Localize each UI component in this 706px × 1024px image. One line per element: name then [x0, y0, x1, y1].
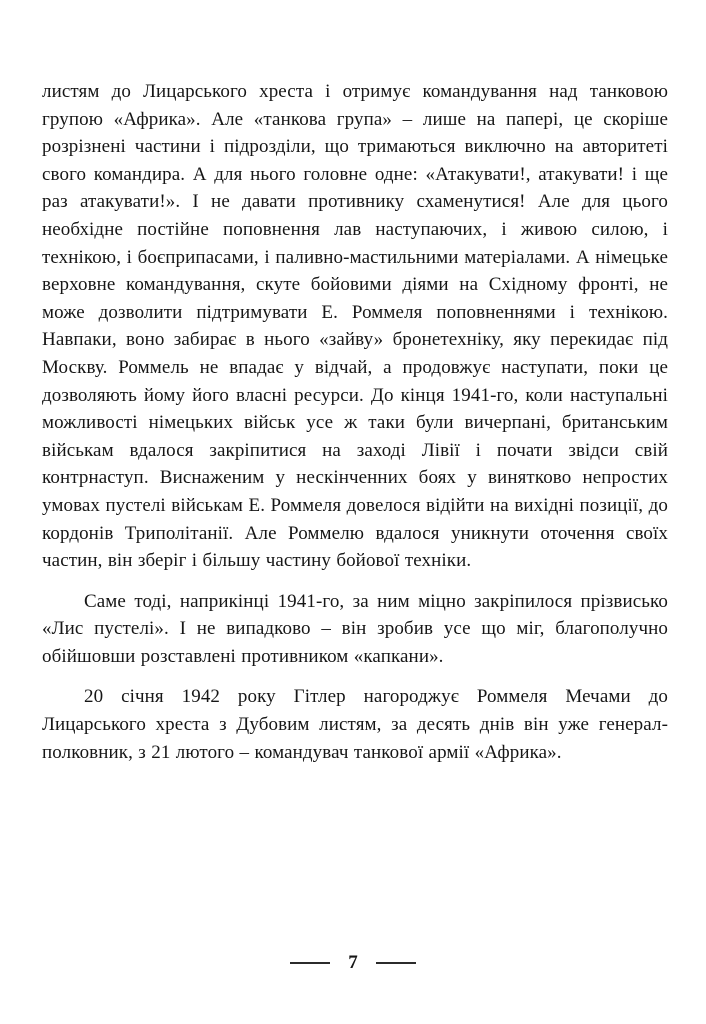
footer-rule-right [376, 962, 416, 964]
page-footer [0, 953, 706, 972]
page-number: 7 [348, 952, 358, 973]
footer-rule-left [290, 962, 330, 964]
paragraph-3: 20 січня 1942 року Гітлер нагороджує Роммеля Мечами до Лицарського хреста з Дубовим листям, за десять днів він уже генерал-полковник, з 21 лютого – командувач танкової армії «Африка». [42, 686, 668, 763]
paragraph-1: листям до Лицарського хреста і отримує командування над танковою групою «Африка». Але «танкова група» – лише на папері, це скоріше розрізнені частини і підрозділи, що тримаються виключно на авторитеті свого командира. А для нього головне одне: «Атакувати!, атакувати! і ще раз атакувати!». І не давати противнику схаменутися! Але для цього необхідне постійне поповнення лав наступаючих, і живою силою, і технікою, і боєприпасами, і паливно-мастильними матеріалами. А німецьке верховне командування, скуте бойовими діями на Східному фронті, не може дозволити підтримувати Е. Роммеля поповненнями і технікою. Навпаки, воно забирає в нього «зайву» бронетехніку, яку перекидає під Москву. Роммель не впадає у відчай, а продовжує наступати, поки це дозволяють йому його власні ресурси. До кінця 1941-го, коли наступальні можливості німецьких військ усе ж таки були вичерпані, британським військам вдалося закріпитися на заході Лівії і почати звідси свій контрнаступ. Виснаженим у нескінченних боях у винятково непростих умовах пустелі військам Е. Роммеля довелося відійти на вихідні позиції, до кордонів Триполітанії. Але Роммелю вдалося уникнути оточення своїх частин, він зберіг і більшу частину бойової техніки. [42, 81, 668, 572]
paragraph-2: Саме тоді, наприкінці 1941-го, за ним міцно закріпилося прізвисько «Лис пустелі». І не випадково – він зробив усе що міг, благополучно обійшовши розставлені противником «капкани». [42, 590, 668, 667]
